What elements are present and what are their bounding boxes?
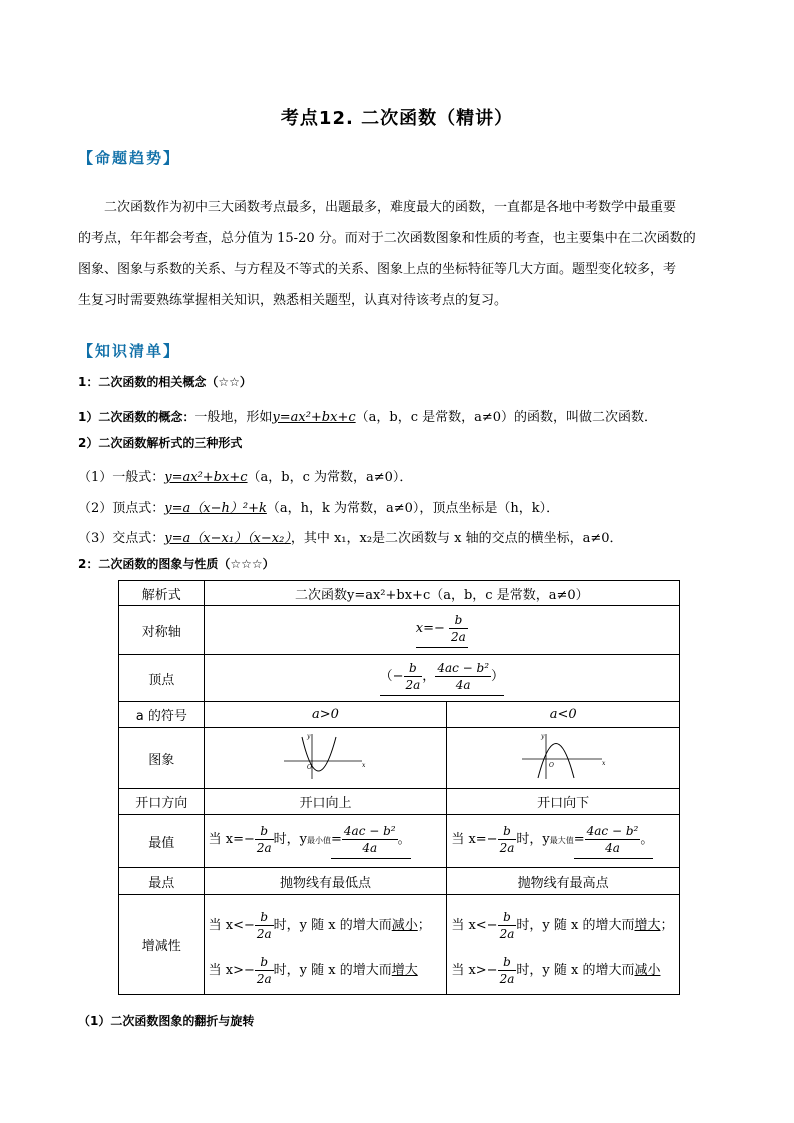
max-y-fraction xyxy=(585,823,641,856)
sign-positive: a>0 xyxy=(204,702,447,728)
min-x-fraction xyxy=(255,823,274,856)
graph-down-curve xyxy=(538,744,574,779)
label-extreme: 最值 xyxy=(119,815,205,868)
value-vertex xyxy=(204,655,679,702)
row-graph xyxy=(119,728,680,789)
max-sub: 最大值 xyxy=(549,836,574,845)
axis-formula xyxy=(416,612,468,648)
min-when: 当 x=− xyxy=(208,832,255,847)
k3-heading: （1）二次函数图象的翻折与旋转 xyxy=(78,1014,255,1028)
down-right-clause xyxy=(451,954,675,987)
form-intercept-label: （3）交点式： xyxy=(78,531,165,546)
properties-table xyxy=(118,580,680,995)
down-gt-when: 当 x>− xyxy=(451,962,498,978)
max-x-den: 2a xyxy=(499,841,515,855)
min-end: 。 xyxy=(397,832,411,847)
down-lt-when: 当 x<− xyxy=(451,917,498,933)
up-gt-when: 当 x>− xyxy=(208,962,255,978)
up-gt-result: 增大 xyxy=(391,962,418,978)
max-when: 当 x=− xyxy=(451,832,498,847)
min-y-den: 4a xyxy=(362,841,378,855)
form-vertex-formula: y=a（x−h）²+k xyxy=(164,501,267,516)
form-intercept xyxy=(78,527,623,546)
intro-line-1-text: 二次函数作为初中三大函数考点最多，出题最多，难度最大的函数，一直都是各地中考数学中最重要 xyxy=(104,200,677,215)
vertex-y-den: 4a xyxy=(455,678,471,692)
section-trend-heading: 【命题趋势】 xyxy=(78,149,181,167)
row-opening xyxy=(119,789,680,815)
up-gt-den: 2a xyxy=(256,971,272,986)
point-lowest: 抛物线有最低点 xyxy=(204,868,447,895)
down-lt-mid: 时，y 随 x 的增大而 xyxy=(516,917,635,933)
graph-up-x-letter: x xyxy=(362,762,366,769)
max-end: 。 xyxy=(640,832,654,847)
row-sign xyxy=(119,702,680,728)
row-vertex xyxy=(119,655,680,702)
form-vertex-note: （a，h，k 为常数，a≠0），顶点坐标是（h，k）． xyxy=(266,501,560,516)
intro-line-3: 图象、图象与系数的关系、与方程及不等式的关系、图象上点的坐标特征等几大方面。题型变化较多，考 xyxy=(78,262,677,277)
up-lt-num: b xyxy=(255,909,274,926)
monotonic-down xyxy=(447,895,680,995)
intro-line-2: 的考点，年年都会考查，总分值为 15-20 分。而对于二次函数图象和性质的考查，也主要集中在二次函数的 xyxy=(78,231,696,246)
k1-def-text-b: （a，b，c 是常数，a≠0）的函数，叫做二次函数． xyxy=(355,410,658,425)
down-left-clause xyxy=(451,909,675,942)
label-point: 最点 xyxy=(119,868,205,895)
min-x-num: b xyxy=(255,823,274,840)
axis-den: 2a xyxy=(451,630,466,644)
up-lt-den: 2a xyxy=(256,926,272,941)
row-axis xyxy=(119,606,680,655)
section-knowledge-heading: 【知识清单】 xyxy=(78,342,181,360)
up-gt-fraction xyxy=(255,954,274,987)
up-gt-mid: 时，y 随 x 的增大而 xyxy=(273,962,392,978)
min-mid: 时，y xyxy=(273,832,308,847)
intro-paragraph xyxy=(78,192,724,316)
parabola-down-graph xyxy=(518,731,608,781)
sign-negative: a<0 xyxy=(447,702,680,728)
extreme-min xyxy=(204,815,447,868)
graph-up-origin: O xyxy=(307,764,313,771)
max-y-num: 4ac − b² xyxy=(586,824,639,838)
down-gt-den: 2a xyxy=(499,971,515,986)
axis-prefix: x=− xyxy=(415,621,445,636)
up-gt-num: b xyxy=(255,954,274,971)
intro-line-4: 生复习时需要熟练掌握相关知识，熟悉相关题型，认真对待该考点的复习。 xyxy=(78,293,508,308)
row-extreme xyxy=(119,815,680,868)
k1-def-label: 1）二次函数的概念： xyxy=(78,410,195,424)
label-monotonic: 增减性 xyxy=(119,895,205,995)
opening-down: 开口向下 xyxy=(447,789,680,815)
k1-definition xyxy=(78,406,657,425)
row-monotonic xyxy=(119,895,680,995)
vertex-x-num: b xyxy=(404,660,423,677)
down-lt-num: b xyxy=(498,909,517,926)
point-highest: 抛物线有最高点 xyxy=(447,868,680,895)
form-intercept-note: ，其中 x₁，x₂是二次函数与 x 轴的交点的横坐标，a≠0． xyxy=(290,531,623,546)
k1-heading: 1：二次函数的相关概念（☆☆） xyxy=(78,375,252,389)
form-vertex xyxy=(78,497,559,516)
axis-num: b xyxy=(449,612,468,629)
up-left-clause xyxy=(209,909,443,942)
max-x-fraction xyxy=(498,823,517,856)
min-sub: 最小值 xyxy=(307,836,332,845)
graph-up-cell xyxy=(204,728,447,789)
up-lt-semi: ； xyxy=(417,917,431,933)
k1-def-formula: y=ax²+bx+c xyxy=(272,410,356,425)
down-lt-fraction xyxy=(498,909,517,942)
form-intercept-formula: y=a（x−x₁）（x−x₂） xyxy=(164,531,291,546)
graph-up-y-letter: y xyxy=(307,733,311,740)
label-vertex: 顶点 xyxy=(119,655,205,702)
vertex-x-den: 2a xyxy=(405,678,421,692)
form-general-label: （1）一般式： xyxy=(78,470,165,485)
label-graph: 图象 xyxy=(119,728,205,789)
parabola-up-graph xyxy=(280,731,370,781)
down-gt-mid: 时，y 随 x 的增大而 xyxy=(516,962,635,978)
value-axis xyxy=(204,606,679,655)
up-lt-result: 减小 xyxy=(391,917,418,933)
max-x-num: b xyxy=(498,823,517,840)
row-point xyxy=(119,868,680,895)
k1-def-text-a: 一般地，形如 xyxy=(194,410,273,425)
k2-heading: 2：二次函数的图象与性质（☆☆☆） xyxy=(78,557,275,571)
form-general-note: （a，b，c 为常数，a≠0）． xyxy=(247,470,413,485)
min-y-fraction xyxy=(342,823,398,856)
graph-down-x-letter: x xyxy=(602,760,606,767)
vertex-y-num: 4ac − b² xyxy=(437,661,489,675)
min-x-den: 2a xyxy=(256,841,272,855)
extreme-max xyxy=(447,815,680,868)
value-expression: 二次函数y=ax²+bx+c（a，b，c 是常数，a≠0） xyxy=(204,581,679,606)
max-mid: 时，y xyxy=(516,832,550,847)
up-right-clause xyxy=(209,954,443,987)
up-lt-mid: 时，y 随 x 的增大而 xyxy=(273,917,392,933)
min-eq: = xyxy=(331,832,342,847)
monotonic-up xyxy=(204,895,447,995)
max-value xyxy=(574,823,654,859)
label-sign: a 的符号 xyxy=(119,702,205,728)
label-axis: 对称轴 xyxy=(119,606,205,655)
down-gt-fraction xyxy=(498,954,517,987)
min-y-num: 4ac − b² xyxy=(343,824,396,838)
axis-fraction xyxy=(449,612,468,645)
form-general-formula: y=ax²+bx+c xyxy=(164,470,248,485)
min-value xyxy=(331,823,411,859)
up-lt-when: 当 x<− xyxy=(208,917,255,933)
up-lt-fraction xyxy=(255,909,274,942)
label-opening: 开口方向 xyxy=(119,789,205,815)
intro-line-1 xyxy=(78,192,724,223)
max-eq: = xyxy=(573,832,585,847)
vertex-formula: （− $\frac{b}{2a}$ ， $\frac{\text{4ac − b²}}{4a}$ ） xyxy=(380,660,504,696)
max-y-den: 4a xyxy=(605,841,620,855)
vertex-x-fraction xyxy=(404,660,423,693)
k1-forms-label: 2）二次函数解析式的三种形式 xyxy=(78,436,243,450)
page-title: 考点12. 二次函数（精讲） xyxy=(280,108,514,129)
opening-up: 开口向上 xyxy=(204,789,447,815)
down-lt-semi: ； xyxy=(660,917,674,933)
label-expression: 解析式 xyxy=(119,581,205,606)
form-vertex-label: （2）顶点式： xyxy=(78,501,165,516)
graph-down-origin: O xyxy=(549,762,555,769)
graph-down-cell xyxy=(447,728,680,789)
down-lt-den: 2a xyxy=(499,926,515,941)
down-lt-result: 增大 xyxy=(634,917,661,933)
down-gt-result: 减小 xyxy=(634,962,661,978)
vertex-y-fraction xyxy=(435,660,491,693)
row-expression xyxy=(119,581,680,606)
form-general xyxy=(78,466,412,485)
graph-down-y-letter: y xyxy=(541,733,545,740)
down-gt-num: b xyxy=(498,954,517,971)
